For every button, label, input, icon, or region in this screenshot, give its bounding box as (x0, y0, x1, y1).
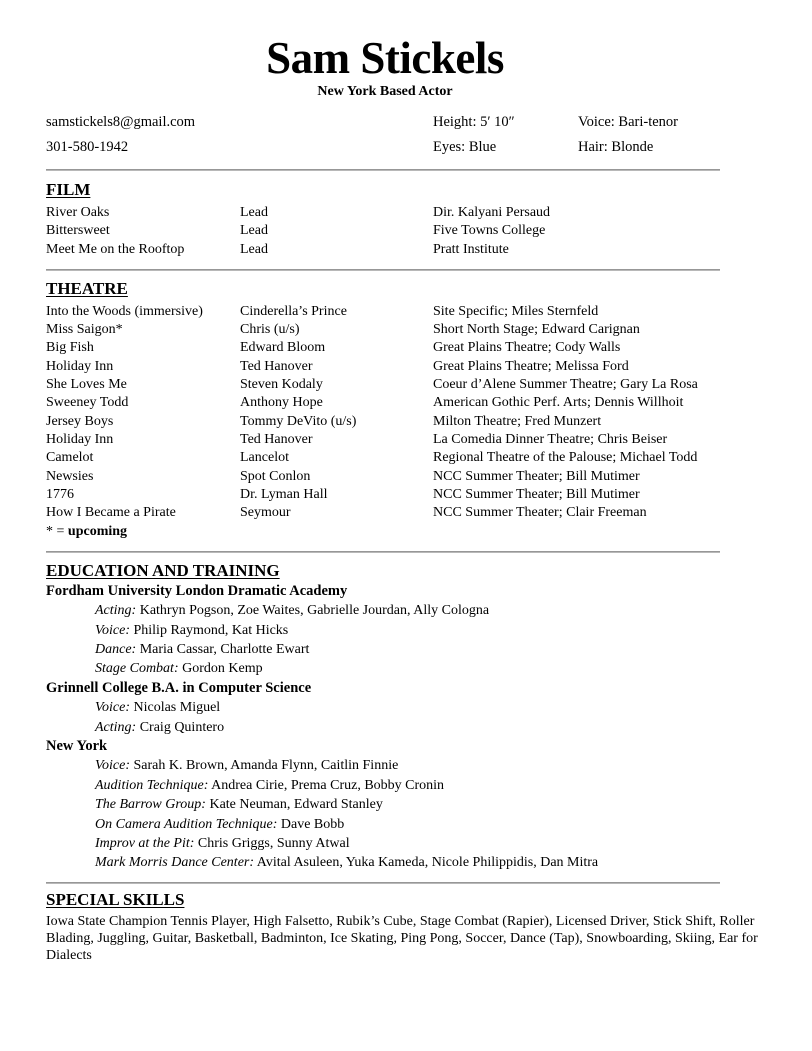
education-item-label: Stage Combat: (95, 661, 179, 677)
skills-section-heading: SPECIAL SKILLS (46, 889, 185, 909)
education-item (95, 776, 770, 795)
credit-row (46, 222, 770, 240)
credit-venue: Great Plains Theatre; Cody Walls (433, 340, 621, 356)
credit-venue: Great Plains Theatre; Melissa Ford (433, 358, 629, 374)
credit-role: Ted Hanover (240, 358, 313, 374)
actor-tagline: New York Based Actor (317, 84, 453, 99)
education-item-label: Dance: (95, 641, 137, 657)
credit-role: Edward Bloom (240, 340, 326, 356)
education-school: New York (46, 738, 108, 754)
footnote-prefix: * = (46, 524, 68, 540)
education-item-label: Voice: (95, 622, 130, 638)
education-school: Fordham University London Dramatic Academy (46, 582, 348, 599)
credit-row (46, 241, 770, 259)
contact-block (46, 110, 770, 160)
credit-title: Holiday Inn (46, 431, 114, 447)
education-item-names: Dave Bobb (280, 816, 345, 832)
credit-venue: Regional Theatre of the Palouse; Michael Todd (433, 450, 698, 466)
credit-row (46, 358, 770, 376)
credit-title: Camelot (46, 450, 94, 466)
education-item-label: Acting: (95, 603, 137, 619)
credit-row (46, 321, 770, 339)
section-divider (46, 551, 720, 553)
credit-row (46, 486, 770, 504)
credit-venue: Milton Theatre; Fred Munzert (433, 413, 602, 429)
credit-title: Miss Saigon* (46, 322, 123, 338)
education-item-label: Voice: (95, 700, 130, 716)
stat-eyes: Eyes: Blue (433, 139, 497, 155)
education-item (95, 601, 770, 620)
education-item-names: Nicolas Miguel (133, 700, 221, 716)
footnote-upcoming: upcoming (67, 524, 128, 540)
credit-role: Lancelot (240, 450, 289, 466)
credit-title: Jersey Boys (46, 413, 114, 429)
education-item-names: Philip Raymond, Kat Hicks (133, 622, 289, 638)
education-item-label: Acting: (95, 719, 137, 735)
education-section-heading: EDUCATION AND TRAINING (46, 560, 280, 580)
credit-role: Chris (u/s) (240, 322, 300, 338)
education-item (95, 853, 770, 872)
education-item-label: Improv at the Pit: (95, 836, 195, 852)
credit-row (46, 303, 770, 321)
credit-title: Holiday Inn (46, 358, 114, 374)
education-item-label: Audition Technique: (95, 777, 209, 793)
credit-venue: Site Specific; Miles Sternfeld (433, 303, 599, 319)
credit-role: Lead (240, 241, 268, 257)
credit-title: River Oaks (46, 205, 110, 220)
education-item (95, 834, 770, 853)
education-school: Grinnell College B.A. in Computer Science (46, 679, 312, 696)
education-item-label: Voice: (95, 758, 130, 774)
credit-role: Spot Conlon (240, 468, 311, 484)
credit-row (46, 394, 770, 412)
education-item (95, 640, 770, 659)
education-item-names: Gordon Kemp (182, 661, 263, 677)
credit-title: How I Became a Pirate (46, 505, 176, 521)
credit-row (46, 204, 770, 222)
education-item-names: Avital Asuleen, Yuka Kameda, Nicole Philippidis, Dan Mitra (256, 855, 599, 871)
theatre-section-heading: THEATRE (46, 278, 128, 298)
skills-text: Iowa State Champion Tennis Player, High Falsetto, Rubik’s Cube, Stage Combat (Rapier), Licensed Driver, Stick Shift, Roller Blading, Juggling, Guitar, Basketball, Badminton, Ice Skating, Ping Pong, Soccer, Dance (Tap), Snowboarding, Skiing, Ear for Dialects (46, 913, 758, 964)
credit-venue: NCC Summer Theater; Clair Freeman (433, 505, 647, 521)
education-item (95, 756, 770, 775)
credit-venue: Coeur d’Alene Summer Theatre; Gary La Rosa (433, 377, 698, 393)
credit-row (46, 431, 770, 449)
education-item (95, 621, 770, 640)
credit-role: Steven Kodaly (240, 377, 323, 393)
film-section-heading: FILM (46, 180, 91, 199)
stat-hair: Hair: Blonde (578, 139, 654, 155)
credit-title: 1776 (46, 486, 74, 502)
credit-venue: NCC Summer Theater; Bill Mutimer (433, 486, 640, 502)
education-item-names: Maria Cassar, Charlotte Ewart (139, 641, 310, 657)
stat-voice: Voice: Bari-tenor (578, 114, 678, 130)
education-item (95, 795, 770, 814)
credit-title: Meet Me on the Rooftop (46, 241, 185, 257)
contact-email: samstickels8@gmail.com (46, 114, 196, 130)
actor-name: Sam Stickels (266, 33, 504, 83)
education-item-label: On Camera Audition Technique: (95, 816, 278, 832)
credit-title: Big Fish (46, 340, 94, 356)
contact-phone: 301-580-1942 (46, 139, 129, 155)
credit-role: Seymour (240, 505, 291, 521)
education-block (46, 582, 770, 873)
stat-height: Height: 5′ 10″ (433, 114, 515, 130)
credit-venue: Pratt Institute (433, 241, 509, 257)
credit-role: Lead (240, 205, 268, 220)
upcoming-footnote (46, 523, 770, 541)
education-item (95, 698, 770, 717)
education-item-names: Andrea Cirie, Prema Cruz, Bobby Cronin (211, 777, 445, 793)
film-credits (46, 204, 770, 259)
credit-title: Sweeney Todd (46, 395, 129, 411)
credit-venue: American Gothic Perf. Arts; Dennis Willhoit (433, 395, 684, 411)
education-item (95, 815, 770, 834)
theatre-credits (46, 303, 770, 542)
credit-title: Bittersweet (46, 223, 110, 239)
education-item-names: Craig Quintero (139, 719, 225, 735)
education-item-label: Mark Morris Dance Center: (95, 855, 255, 871)
section-divider (46, 169, 720, 171)
education-item (95, 659, 770, 678)
credit-row (46, 376, 770, 394)
credit-role: Anthony Hope (240, 395, 323, 411)
education-item-names: Kathryn Pogson, Zoe Waites, Gabrielle Jourdan, Ally Cologna (139, 603, 490, 619)
credit-title: Newsies (46, 468, 94, 484)
resume-header (46, 33, 724, 100)
credit-title: She Loves Me (46, 377, 127, 393)
credit-venue: La Comedia Dinner Theatre; Chris Beiser (433, 431, 668, 447)
credit-venue: Five Towns College (433, 223, 546, 239)
credit-row (46, 504, 770, 522)
credit-venue: Dir. Kalyani Persaud (433, 205, 551, 220)
education-item (95, 718, 770, 737)
credit-role: Lead (240, 223, 268, 239)
credit-row (46, 413, 770, 431)
section-divider (46, 269, 720, 271)
credit-row (46, 468, 770, 486)
education-item-names: Sarah K. Brown, Amanda Flynn, Caitlin Finnie (133, 758, 399, 774)
credit-role: Tommy DeVito (u/s) (240, 413, 357, 429)
credit-role: Ted Hanover (240, 431, 313, 447)
education-item-names: Chris Griggs, Sunny Atwal (197, 836, 350, 852)
credit-role: Cinderella’s Prince (240, 303, 347, 319)
education-item-names: Kate Neuman, Edward Stanley (209, 797, 383, 813)
credit-role: Dr. Lyman Hall (240, 486, 328, 502)
credit-venue: Short North Stage; Edward Carignan (433, 322, 640, 338)
education-item-label: The Barrow Group: (95, 797, 206, 813)
credit-title: Into the Woods (immersive) (46, 303, 203, 319)
section-divider (46, 882, 720, 884)
credit-row (46, 449, 770, 467)
credit-venue: NCC Summer Theater; Bill Mutimer (433, 468, 640, 484)
credit-row (46, 339, 770, 357)
